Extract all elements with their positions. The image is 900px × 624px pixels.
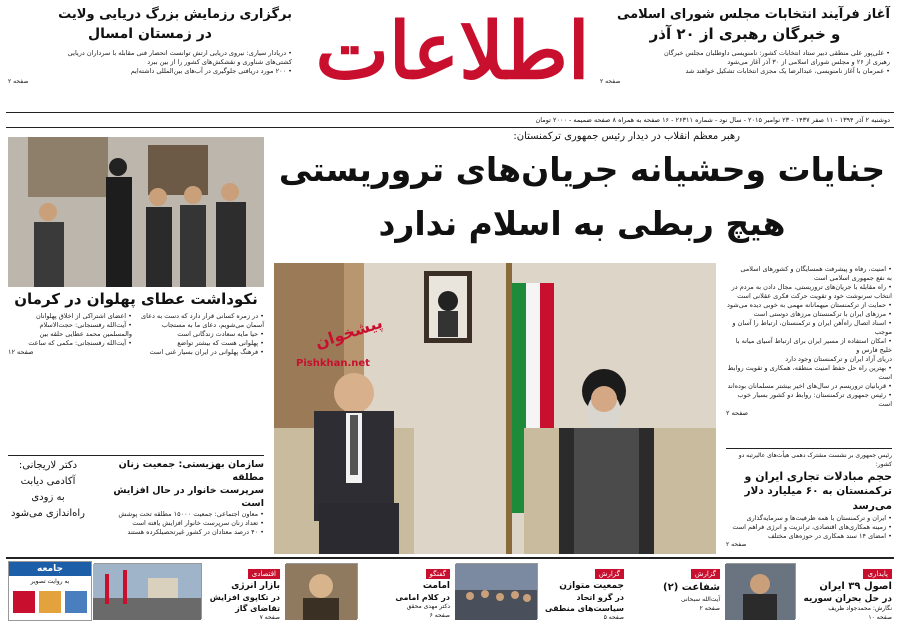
bottom-item-5-tag: اقتصادی [248, 569, 280, 579]
right-lower-page-ref: صفحه ۲ [726, 541, 747, 548]
right-lower-headline-2: ترکمنستان به ۶۰ میلیارد دلار می‌رسد [744, 485, 892, 512]
bottom-item-2-tag: گزارش [691, 569, 720, 579]
main-bullet-12: • رئیس جمهوری ترکمنستان: روابط دو کشور بسیار خوب است [737, 391, 892, 408]
main-bullet-6: • مرزهای ایران با ترکمنستان مرزهای دوستی است [753, 310, 892, 318]
left-bullet-4: • پهلوانی هست که بیشتر تواضع [177, 339, 264, 347]
bottom-item-3-subtitle: در گرو اتحاد سیاست‌های منطقی [544, 593, 624, 613]
left-bullet-2: آسمان می‌شویم، دعای ما به مستجاب [161, 321, 264, 329]
main-photo [274, 263, 716, 554]
left-column-line-2: به زودی [31, 492, 65, 503]
dateline: دوشنبه ۲ آذر ۱۳۹۴ - ۱۱ صفر ۱۴۳۷ - ۲۳ نوامبر ۲۰۱۵ - سال نود - شماره ۲۶۳۱۱ - ۱۶ صفحه به همراه ۸ صفحه ضمیمه - ۲۰۰۰ تومان [535, 116, 890, 124]
left-column-line-1: آکادمی دیابت [20, 476, 76, 487]
bottom-item-4-tag: گفتگو [426, 569, 450, 579]
bottom-item-5-page: صفحه ۷ [259, 614, 280, 621]
left-column-title: دکتر لاریجانی: [18, 460, 78, 471]
top-right-headline-1: آغاز فرآیند انتخابات مجلس شورای اسلامی [616, 7, 890, 22]
left-column-line-3: راه‌اندازی می‌شود [11, 508, 85, 519]
left-bullet-1: • در زمره کسانی قرار دارد که دست به دعای [141, 312, 264, 320]
bottom-item-2[interactable] [630, 561, 720, 621]
main-bullet-7: • اسناد اتصال راه‌آهن ایران و ترکمنستان، ارتباط را آسان و موجب [732, 319, 892, 336]
main-bullet-4: انتخاب سرنوشت خود و تقویت حرکت فکری عقلانی است [737, 292, 892, 300]
bottom-item-2-title: شفاعت (۲) [663, 582, 720, 593]
right-lower-bullet-3: • امضای ۱۴ سند همکاری در حوزه‌های مختلف [767, 532, 892, 540]
bottom-item-5-subtitle: در تکاپوی افزایش تقاضای گاز [209, 593, 280, 613]
bottom-item-4-page: صفحه ۶ [429, 611, 450, 619]
bottom-item-4-subtitle: در کلام امامی [395, 593, 450, 602]
top-left-headline-2: در زمستان امسال [87, 26, 212, 42]
main-headline-1: جنایات وحشیانه جریان‌های تروریستی [278, 150, 886, 189]
left-bullet-8: والمسلمین محمد عطایی حلقه بین [39, 330, 132, 338]
bottom-item-4-photo [286, 563, 358, 619]
photo-watermark: پیشخوان [312, 312, 385, 353]
left-page-ref: صفحه ۱۲ [8, 348, 34, 356]
left-bullet-6: • اعضای اشتراکی از اخلاق پهلوانان [35, 312, 132, 320]
main-bullet-3: • راه مقابله با جریان‌های تروریستی، مجال دادن به مردم در [731, 283, 892, 291]
top-left-headline-1: برگزاری رزمایش بزرگ دریایی ولایت [58, 7, 292, 22]
bottom-item-4-title: امامت [422, 581, 450, 591]
bottom-item-5[interactable] [94, 561, 280, 621]
right-lower-kicker: رئیس جمهوری بر نشست مشترک دهمی هیأت‌های عالیرتبه دو کشور: [738, 452, 892, 468]
bottom-item-5-photo [94, 563, 202, 619]
right-lower-headline-1: حجم مبادلات تجاری ایران و [744, 470, 892, 483]
main-bullet-5: • حمایت از ترکمنستان میهمانانه مهمی به خوبی دیده می‌شود [727, 301, 892, 309]
main-story-bullets [726, 265, 892, 418]
left-bullets-b [8, 312, 132, 357]
bottom-item-1[interactable] [726, 561, 892, 621]
bottom-item-3-tag: گزارش [595, 569, 624, 579]
left-second-headline-2: سرپرست خانوار در حال افزایش است [113, 485, 264, 509]
ad-box-subtitle: به روایت تصویر [30, 578, 70, 585]
main-bullet-10: • بهترین راه حل حفظ امنیت منطقه، همکاری و تقویت روابط است [727, 364, 892, 381]
bottom-item-2-page: صفحه ۲ [699, 604, 720, 612]
top-left-story [8, 6, 292, 87]
bottom-item-1-page: صفحه ۱۰ [868, 613, 892, 621]
bottom-item-1-tag: پایداری [863, 569, 892, 579]
left-second-bullet-3: • ۴۰ درصد معتادان در کشور غیرتحصیلکرده هستند [127, 528, 264, 536]
bottom-item-1-photo [726, 563, 796, 619]
bottom-item-3-title: جمعیت متوازن [559, 581, 624, 591]
top-right-bullet-3: • عمرمان با آغاز نامنویسی، عبدالرضا یک مجزی انتخابات تشکیل خواهند شد [685, 67, 890, 75]
left-second-story [92, 458, 264, 537]
right-lower-story [726, 452, 892, 550]
ad-box-title: جامعه [9, 562, 91, 576]
bottom-item-2-author: آیت‌الله سبحانی [680, 596, 720, 603]
main-bullet-11: • قربانیان تروریسم در سال‌های اخیر بیشتر مسلمانان بوده‌اند [727, 382, 892, 390]
main-bullet-9: دریای آزاد ایران و ترکمنستان وجود دارد [785, 355, 892, 363]
main-bullet-1: • امنیت، رفاه و پیشرفت همسایگان و کشورهای اسلامی [740, 265, 892, 273]
top-right-headline-2: و خبرگان رهبری از ۲۰ آذر [649, 25, 841, 43]
bottom-item-1-subtitle: در حل بحران سوریه [803, 594, 892, 604]
ad-box-thumbs-icon [9, 589, 91, 615]
bottom-item-3[interactable] [456, 561, 624, 621]
main-headline-2: هیچ ربطی به اسلام ندارد [378, 204, 786, 243]
right-lower-bullet-1: • ایران و ترکمنستان با همه ظرفیت‌ها و سرمایه‌گذاری [746, 514, 892, 522]
masthead-logo: اطلاعات [315, 6, 590, 97]
bottom-item-3-page: صفحه ۵ [603, 614, 624, 621]
left-second-headline-1: سازمان بهزیستی: جمعیت زنان مطلقه [118, 459, 264, 483]
main-kicker: رهبر معظم انقلاب در دیدار رئیس جمهوری ترکمنستان: [513, 131, 740, 142]
left-top-photo [8, 137, 264, 287]
top-left-bullet-1: • دریادار سیاری: نیروی دریایی ارتش توانست انحصار فنی مقابله با سرداران دریایی [67, 49, 292, 57]
left-column-box [8, 458, 88, 522]
bottom-item-4[interactable] [286, 561, 450, 621]
right-lower-bullet-2: • زمینه همکاری‌های اقتصادی، ترانزیت و انرژی فراهم است [732, 523, 892, 531]
left-bullet-3: • حیا مایه سعادت زندگانی است [177, 330, 264, 338]
bottom-item-3-photo [456, 563, 538, 619]
bottom-item-5-title: بازار انرژی [231, 581, 280, 591]
top-right-bullet-1: • علی‌پور علی منطقی دبیر ستاد انتخابات کشور: نامنویسی داوطلبان مجلس خبرگان [663, 49, 890, 57]
bottom-item-4-author: دکتر مهدی محقق [406, 603, 450, 610]
main-bullet-8: • امکان استفاده از مسیر ایران برای ارتباط آسیای میانه با خلیج فارس و [735, 337, 892, 354]
left-bullet-5: • فرهنگ پهلوانی در ایران بسیار غنی است [149, 348, 264, 356]
bottom-item-1-title: اصول ۳۹ ایران [819, 581, 892, 592]
top-left-bullet-3: • ۲۰۰ مورد دریافتی جلوگیری در آب‌های بین‌المللی داشته‌ایم [130, 67, 292, 75]
top-right-page-ref: صفحه ۲ [600, 78, 621, 85]
main-bullet-2: به نفع جمهوری اسلامی است [813, 274, 892, 282]
left-second-bullet-1: • معاون اجتماعی: جمعیت ۱۵۰۰۰ مطلقه تحت پوشش [118, 510, 264, 518]
photo-watermark-url: Pishkhan.net [296, 358, 370, 369]
left-second-bullet-2: • تعداد زنان سرپرست خانوار افزایش یافته است [132, 519, 264, 527]
top-left-bullet-2: کشتی‌های شناوری و نقشکش‌های کشور را از بین ببرد [147, 58, 292, 66]
bottom-item-1-author: نگارش: محمدجواد ظریف [828, 605, 892, 612]
top-right-story [600, 6, 890, 87]
left-bullets-a [138, 312, 264, 357]
left-bullet-9: • آیت‌الله رفسنجانی: مکمی که ساعت [28, 339, 132, 347]
main-page-ref: صفحه ۲ [726, 409, 749, 417]
left-headline: نکوداشت عطای پهلوان در کرمان [14, 290, 258, 308]
top-right-bullet-2: رهبری از ۲۶ و مجلس شورای اسلامی از ۳۰ آذر آغاز می‌شود [727, 58, 890, 66]
ad-box[interactable] [8, 561, 92, 621]
left-bullet-7: • آیت‌الله رفسنجانی: حجت‌الاسلام [39, 321, 132, 329]
top-left-page-ref: صفحه ۲ [8, 78, 29, 85]
